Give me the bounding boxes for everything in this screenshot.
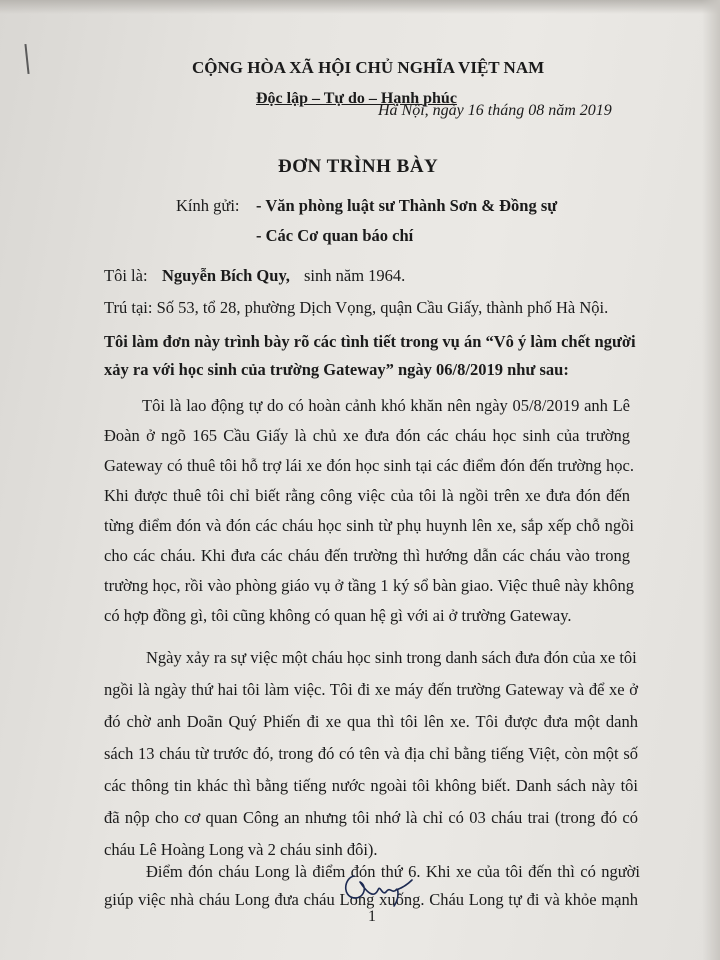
intro-line-1: Tôi làm đơn này trình bày rõ các tình tiết trong vụ án “Vô ý làm chết người	[104, 332, 636, 351]
person-label: Tôi là:	[104, 266, 148, 285]
recipient-line-1: - Văn phòng luật sư Thành Sơn & Đồng sự	[256, 196, 558, 215]
p2-line-5: các thông tin khác thì bằng tiếng nước ngoài tôi không biết. Danh sách này tôi	[104, 776, 638, 795]
page-number: 1	[368, 908, 376, 925]
p2-line-6: đã nộp cho cơ quan Công an nhưng tôi nhớ là chỉ có 03 cháu trai (trong đó có	[104, 808, 638, 827]
p1-line-7: trường học, rồi vào phòng giáo vụ ở tầng 1 ký sổ bàn giao. Việc thuê này không	[104, 576, 634, 595]
person-address: Trú tại: Số 53, tổ 28, phường Dịch Vọng, quận Cầu Giấy, thành phố Hà Nội.	[104, 298, 609, 317]
p1-line-5: từng điểm đón và đón các cháu học sinh từ phụ huynh lên xe, sắp xếp chỗ ngồi	[104, 516, 634, 535]
document-title: ĐƠN TRÌNH BÀY	[278, 156, 439, 177]
page-right-edge	[702, 0, 720, 960]
p1-line-8: có hợp đồng gì, tôi cũng không có quan hệ gì với ai ở trường Gateway.	[104, 606, 572, 625]
p3-line-2: giúp việc nhà cháu Long đưa cháu Long xuống. Cháu Long tự đi và khỏe mạnh	[104, 890, 638, 909]
signature	[338, 868, 418, 908]
recipient-line-2: - Các Cơ quan báo chí	[256, 226, 414, 245]
p1-line-2: Đoàn ở ngõ 165 Cầu Giấy là chủ xe đưa đón các cháu học sinh của trường	[104, 426, 630, 445]
p2-line-7: cháu Lê Hoàng Long và 2 cháu sinh đôi).	[104, 840, 378, 859]
p2-line-3: đó chờ anh Doãn Quý Phiến đi xe qua thì tôi lên xe. Tôi được đưa một danh	[104, 712, 638, 731]
pen-mark	[24, 44, 29, 74]
country-heading: CỘNG HÒA XÃ HỘI CHỦ NGHĨA VIỆT NAM	[192, 58, 545, 77]
p1-line-1: Tôi là lao động tự do có hoàn cảnh khó khăn nên ngày 05/8/2019 anh Lê	[142, 396, 630, 415]
place-date: Hà Nội, ngày 16 tháng 08 năm 2019	[378, 102, 612, 119]
page-top-shadow	[0, 0, 720, 14]
person-birth: sinh năm 1964.	[304, 266, 406, 285]
person-name: Nguyễn Bích Quy,	[162, 266, 290, 285]
p2-line-4: sách 13 cháu từ trước đó, trong đó có tên và địa chỉ bằng tiếng Việt, còn một số	[104, 744, 638, 763]
p3-line-1: Điểm đón cháu Long là điểm đón thứ 6. Khi xe của tôi đến thì có người	[146, 862, 640, 881]
p1-line-6: cho các cháu. Khi đưa các cháu đến trường thì hướng dẫn các cháu vào trong	[104, 546, 630, 565]
intro-line-2: xảy ra với học sinh của trường Gateway” ngày 06/8/2019 như sau:	[104, 360, 569, 379]
p1-line-4: Khi được thuê tôi chỉ biết rằng công việc của tôi là ngồi trên xe đưa đón đến	[104, 486, 630, 505]
recipients-label: Kính gửi:	[176, 196, 240, 215]
p2-line-1: Ngày xảy ra sự việc một cháu học sinh trong danh sách đưa đón của xe tôi	[146, 648, 637, 667]
p1-line-3: Gateway có thuê tôi hỗ trợ lái xe đón học sinh tại các điểm đón đến trường học.	[104, 456, 634, 475]
p2-line-2: ngồi là ngày thứ hai tôi làm việc. Tôi đi xe máy đến trường Gateway và để xe ở	[104, 680, 638, 699]
motto: Độc lập – Tự do – Hạnh phúc	[256, 90, 457, 107]
